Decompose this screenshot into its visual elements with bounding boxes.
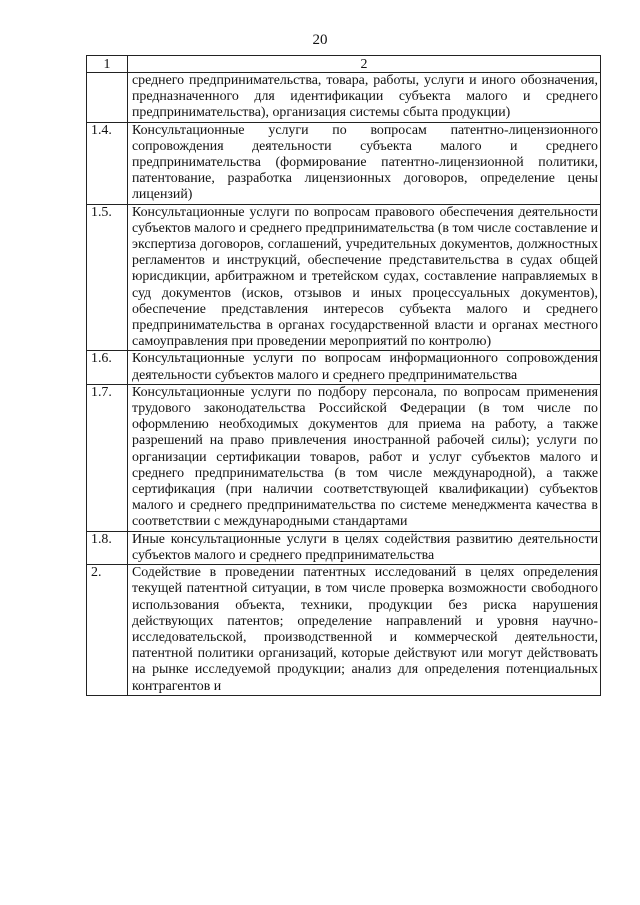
page-number: 20 [312,32,328,48]
services-table [86,55,601,696]
table-row [87,204,601,351]
table-header-row [87,56,601,73]
row-text: среднего предпринимательства, товара, работы, услуги и иного обозначения, предназначенного для идентификации субъекта малого и среднего предпринимательства), организация системы сбыта продукции) [128,73,601,123]
row-text: Консультационные услуги по подбору персонала, по вопросам применения трудового законодательства Российской Федерации (в том числе по оформлению необходимых документов для приема на работу, а также разрешений на право привлечения иностранной рабочей силы); услуги по организации сертификации товаров, работ и услуг субъектов малого и среднего предпринимательства (в том числе международной), а также сертификация (при наличии соответствующей квалификации) субъектов малого и среднего предпринимательства по системе менеджмента качества в соответствии с международными стандартами [128,384,601,531]
row-text: Содействие в проведении патентных исследований в целях определения текущей патентной ситуации, в том числе проверка возможности свободного использования объекта, техники, продукции без риска нарушения действующих патентов; определение направлений и уровня научно-исследовательской, производственной и коммерческой деятельности, патентной политики организаций, которые действуют или могут действовать на рынке исследуемой продукции; анализ для определения потенциальных контрагентов и [128,565,601,696]
table-row [87,122,601,204]
row-number: 1.4. [87,122,128,204]
table-row [87,531,601,564]
table-row [87,384,601,531]
row-number: 1.7. [87,384,128,531]
row-number: 1.8. [87,531,128,564]
row-text: Иные консультационные услуги в целях содействия развитию деятельности субъектов малого и среднего предпринимательства [128,531,601,564]
row-number [87,73,128,123]
row-number: 1.5. [87,204,128,351]
row-text: Консультационные услуги по вопросам патентно-лицензионного сопровождения деятельности субъекта малого и среднего предпринимательства (формирование патентно-лицензионной политики, патентование, разработка лицензионных договоров, определение цены лицензий) [128,122,601,204]
row-text: Консультационные услуги по вопросам информационного сопровождения деятельности субъектов малого и среднего предпринимательства [128,351,601,384]
row-number: 2. [87,565,128,696]
row-number: 1.6. [87,351,128,384]
row-text: Консультационные услуги по вопросам правового обеспечения деятельности субъектов малого и среднего предпринимательства (в том числе составление и экспертиза договоров, соглашений, учредительных документов, должностных регламентов и инструкций, обеспечение представительства в судах общей юрисдикции, арбитражном и третейском судах, составление направляемых в суд документов (исков, отзывов и иных процессуальных документов), обеспечение представления интересов субъекта малого и среднего предпринимательства в органах государственной власти и органах местного самоуправления при проведении мероприятий по контролю) [128,204,601,351]
table-row [87,565,601,696]
table-row [87,73,601,123]
table-row [87,351,601,384]
column-header-number: 1 [87,56,128,73]
column-header-description: 2 [128,56,601,73]
